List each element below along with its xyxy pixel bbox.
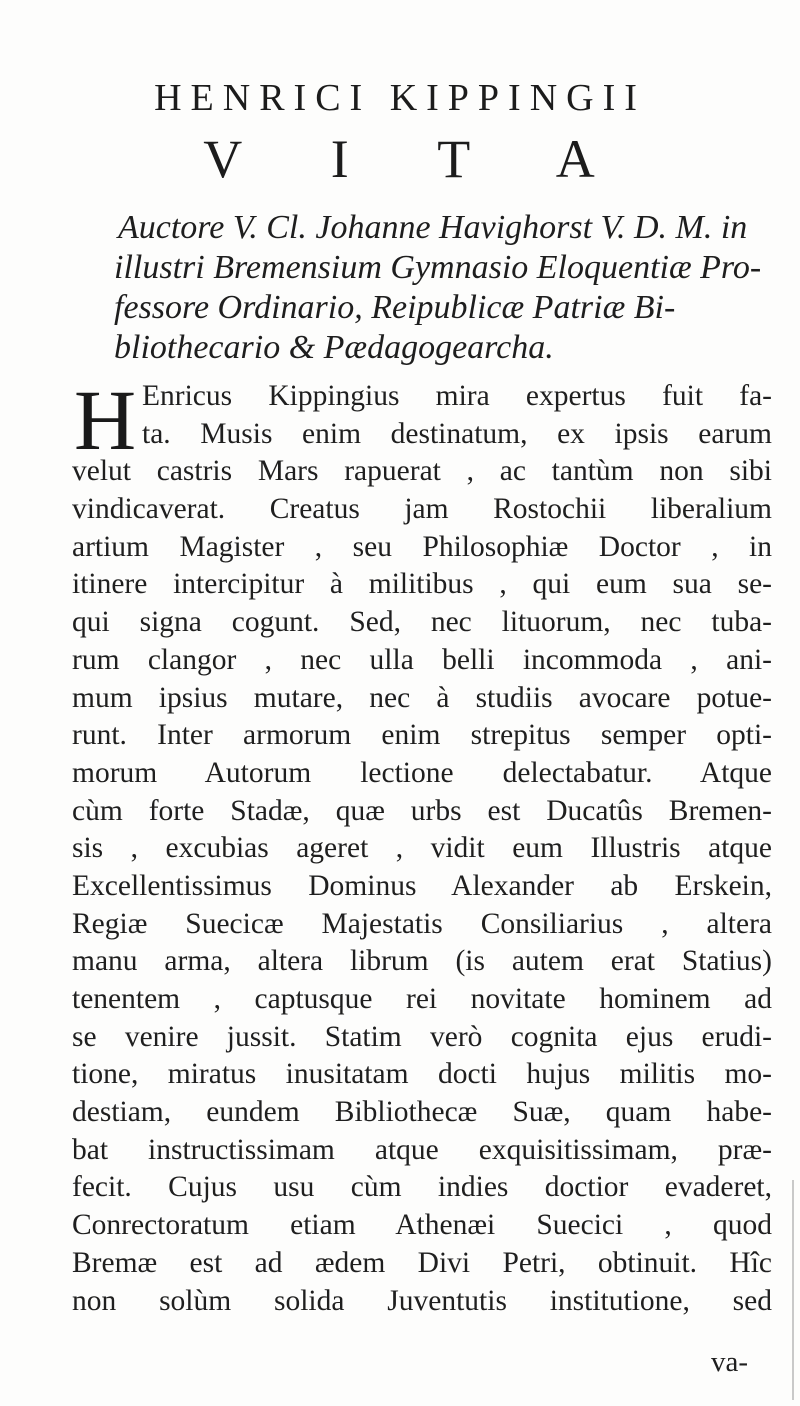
- text-line: ta. Musis enim destinatum, ex ipsis earum: [142, 417, 772, 450]
- drop-cap: H: [74, 372, 137, 468]
- text-line: runt. Inter armorum enim strepitus semper opti-: [72, 719, 772, 752]
- text-line: bat instructissimam atque exquisitissimam, præ-: [72, 1133, 772, 1166]
- subtitle-line: fessore Ordinario, Reipublicæ Patriæ Bi-: [114, 289, 676, 326]
- page-title: V I T A: [203, 129, 633, 189]
- text-line: Enricus Kippingius mira expertus fuit fa-: [142, 380, 772, 412]
- body-paragraph: [72, 372, 772, 1320]
- text-line: destiam, eundem Bibliothecæ Suæ, quam habe-: [72, 1096, 772, 1129]
- subtitle-line: bliothecario & Pædagogearcha.: [114, 329, 554, 366]
- text-line: sis , excubias ageret , vidit eum Illustris atque: [72, 832, 772, 865]
- text-line: tenentem , captusque rei novitate hominem ad: [72, 983, 772, 1015]
- text-line: Conrectoratum etiam Athenæi Suecici , quod: [72, 1209, 772, 1242]
- text-line: itinere intercipitur à militibus , qui eum sua se-: [72, 568, 772, 601]
- subtitle-line: Auctore V. Cl. Johanne Havighorst V. D. M. in: [118, 209, 748, 246]
- text-line: qui signa cogunt. Sed, nec lituorum, nec tuba-: [72, 606, 772, 639]
- subtitle-line: illustri Bremensium Gymnasio Eloquentiæ Pro-: [114, 249, 762, 286]
- text-line: Regiæ Suecicæ Majestatis Consiliarius , altera: [72, 907, 772, 940]
- text-line: rum clangor , nec ulla belli incommoda , ani-: [72, 643, 772, 676]
- text-line: vindicaverat. Creatus jam Rostochii liberalium: [72, 493, 772, 526]
- text-line: morum Autorum lectione delectabatur. Atque: [72, 756, 772, 789]
- text-line: tione, miratus inusitatam docti hujus militis mo-: [72, 1058, 772, 1091]
- author-attribution: [114, 208, 762, 368]
- page-edge-shadow: [792, 1180, 794, 1400]
- catchword: va-: [710, 1346, 748, 1378]
- text-line: artium Magister , seu Philosophiæ Doctor , in: [72, 530, 772, 563]
- text-line: Bremæ est ad ædem Divi Petri, obtinuit. Hîc: [72, 1246, 772, 1279]
- text-line: cùm forte Stadæ, quæ urbs est Ducatûs Bremen-: [72, 794, 772, 827]
- text-line: manu arma, altera librum (is autem erat Statius): [72, 945, 772, 978]
- text-line: non solùm solida Juventutis institutione, sed: [72, 1284, 772, 1317]
- text-line: se venire jussit. Statim verò cognita ejus erudi-: [72, 1020, 772, 1053]
- text-line: velut castris Mars rapuerat , ac tantùm non sibi: [72, 455, 772, 488]
- text-line: fecit. Cujus usu cùm indies doctior evaderet,: [72, 1171, 772, 1204]
- text-line: mum ipsius mutare, nec à studiis avocare potue-: [72, 681, 772, 714]
- text-line: Excellentissimus Dominus Alexander ab Erskein,: [72, 869, 772, 902]
- running-title: HENRICI KIPPINGII: [154, 77, 646, 119]
